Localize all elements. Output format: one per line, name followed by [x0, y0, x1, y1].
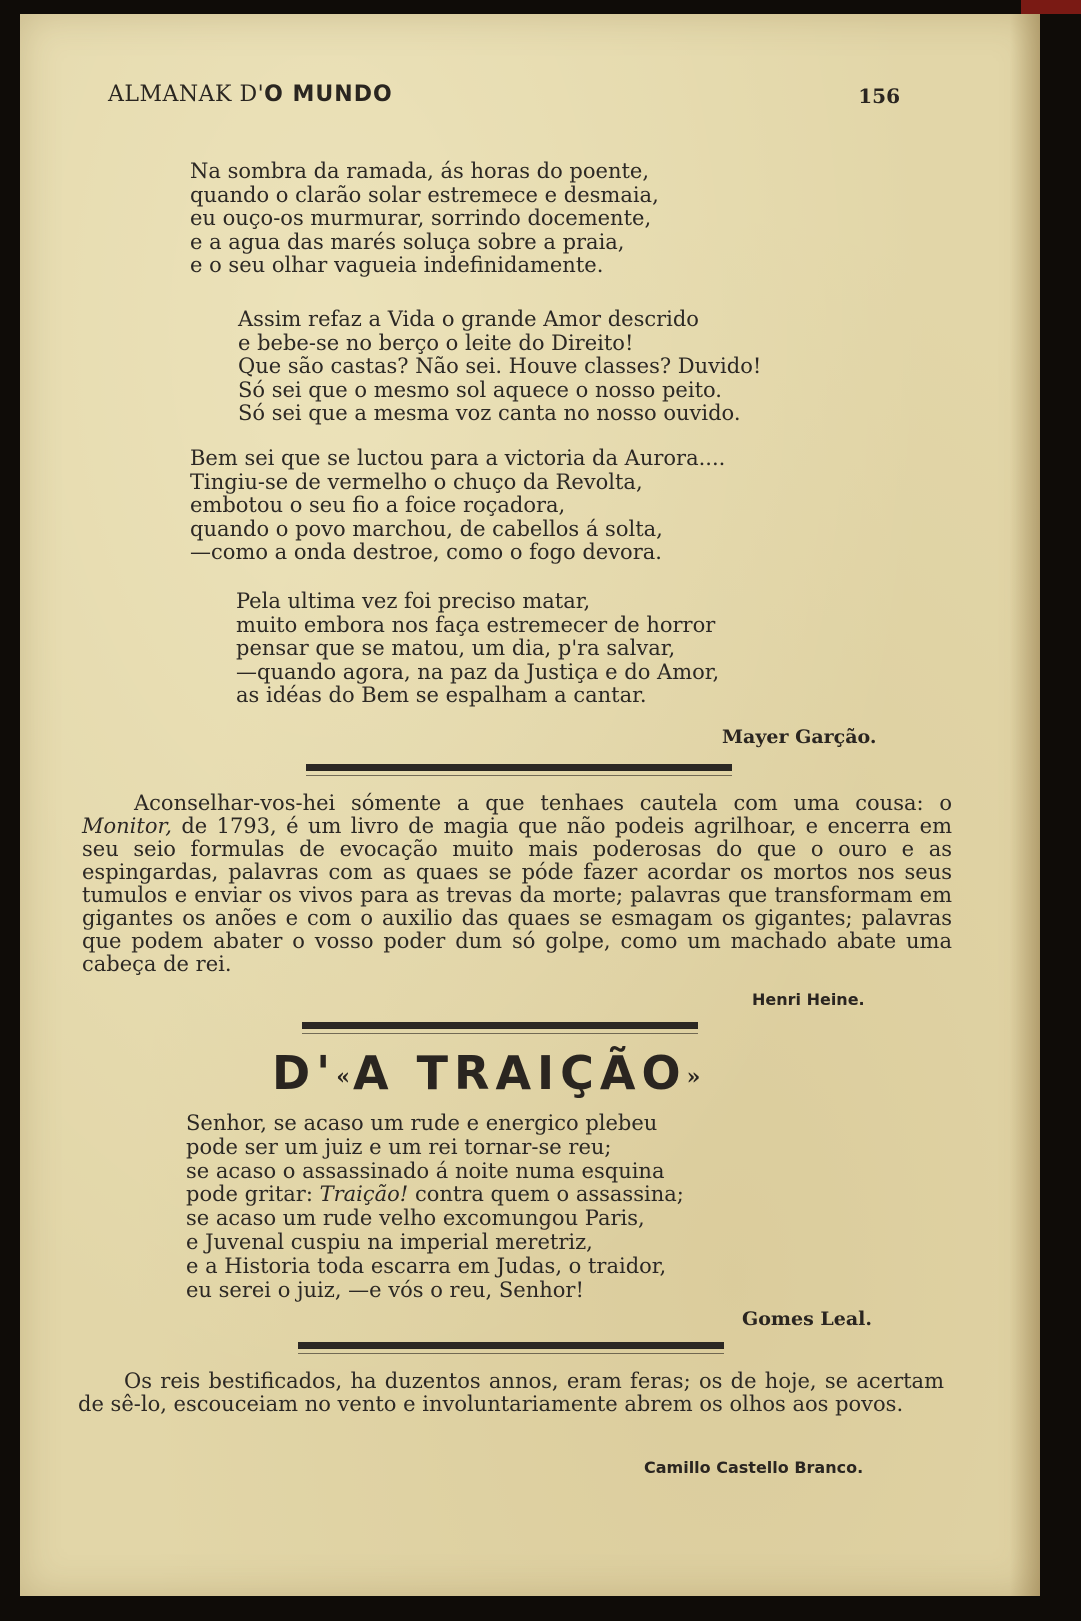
red-binding-corner — [1021, 0, 1081, 14]
section-divider — [298, 1342, 724, 1349]
poem-line: e a Historia toda escarra em Judas, o traidor, — [186, 1253, 667, 1278]
poem1-stanza-2 — [238, 308, 761, 426]
castello-branco-quote: Os reis bestificados, ha duzentos annos, eram feras; os de hoje, se acertam de sê-lo, escouceiam no vento e involuntariamente abrem os olhos aos povos. — [78, 1369, 944, 1416]
poem1-stanza-3 — [190, 447, 725, 565]
poem-line: se acaso um rude velho excomungou Paris, — [186, 1206, 645, 1231]
poem-line: —como a onda destroe, como o fogo devora. — [190, 540, 662, 564]
poem-line: embotou o seu fio a foice roçadora, — [190, 493, 566, 517]
section-divider — [306, 764, 732, 771]
poem-line: Na sombra da ramada, ás horas do poente, — [190, 159, 650, 183]
poem-line: se acaso o assassinado á noite numa esquina — [186, 1158, 665, 1183]
poem-line: muito embora nos faça estremecer de horror — [236, 612, 716, 637]
traicao-title: D'«A TRAIÇÃO» — [272, 1046, 704, 1100]
poem-line: e Juvenal cuspiu na imperial meretriz, — [186, 1229, 593, 1254]
poem1-author: Mayer Garção. — [722, 726, 877, 748]
traicao-author: Gomes Leal. — [742, 1308, 872, 1330]
page-edge-shadow — [1010, 14, 1040, 1596]
poem-line: pode ser um juiz e um rei tornar-se reu; — [186, 1134, 612, 1159]
poem-line: quando o clarão solar estremece e desmaia, — [190, 182, 659, 207]
poem1-stanza-4 — [236, 590, 719, 708]
poem-line: as idéas do Bem se espalham a cantar. — [236, 683, 647, 707]
poem-line: quando o povo marchou, de cabellos á solta, — [190, 516, 663, 541]
traicao-poem — [186, 1112, 684, 1302]
poem-line: e o seu olhar vagueia indefinidamente. — [190, 253, 604, 277]
poem-line: pode gritar: Traição! contra quem o assassina; — [186, 1182, 684, 1207]
poem-line: Só sei que o mesmo sol aquece o nosso peito. — [238, 377, 722, 402]
poem-line: e a agua das marés soluça sobre a praia, — [190, 229, 625, 254]
section-divider — [302, 1022, 698, 1029]
heine-author: Henri Heine. — [752, 990, 865, 1009]
castello-branco-author: Camillo Castello Branco. — [644, 1458, 864, 1477]
poem-line: e bebe-se no berço o leite do Direito! — [238, 330, 634, 355]
poem-line: Que são castas? Não sei. Houve classes? Duvido! — [238, 354, 762, 378]
poem-line: eu serei o juiz, —e vós o reu, Senhor! — [186, 1277, 584, 1302]
poem-line: —quando agora, na paz da Justiça e do Amor, — [236, 659, 720, 684]
heine-quote: Aconselhar-vos-hei sómente a que tenhaes cautela com uma cousa: o Monitor, de 1793, é um livro de magia que não podeis agrilhoar, e encerra em seu seio formulas de evocação muito mais poderosas do que o ouro e as espingardas, palavras com as quaes se póde fazer acordar os mortos nos seus tumulos e enviar os vivos para as trevas da morte; palavras que transformam em gigantes os anões e com o auxilio das quaes se esmagam os gigantes; palavras que podem abater o vosso poder dum só golpe, como um machado abate uma cabeça de rei. — [82, 791, 952, 976]
almanac-title: ALMANAK D'O MUNDO — [108, 82, 393, 107]
poem-line: eu ouço-os murmurar, sorrindo docemente, — [190, 206, 652, 230]
poem-line: Pela ultima vez foi preciso matar, — [236, 589, 591, 613]
poem-line: pensar que se matou, um dia, p'ra salvar, — [236, 636, 676, 660]
poem-line: Só sei que a mesma voz canta no nosso ouvido. — [238, 401, 741, 425]
poem-line: Assim refaz a Vida o grande Amor descrido — [238, 307, 699, 331]
page-number: 156 — [858, 84, 900, 108]
poem-line: Bem sei que se luctou para a victoria da Aurora.... — [190, 446, 726, 470]
page-header — [108, 68, 918, 108]
poem-line: Senhor, se acaso um rude e energico plebeu — [186, 1111, 658, 1135]
poem-line: Tingiu-se de vermelho o chuço da Revolta, — [190, 469, 643, 494]
poem1-stanza-1 — [190, 160, 659, 278]
